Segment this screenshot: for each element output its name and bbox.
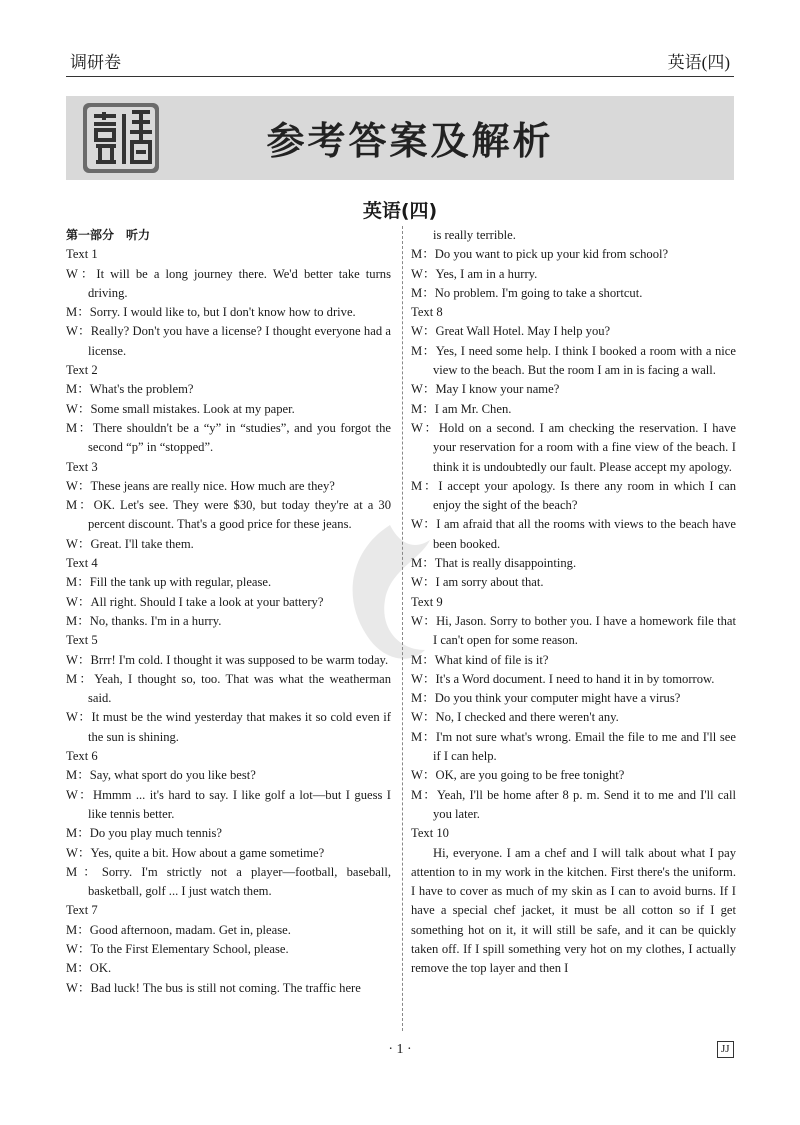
dialogue-line: W：To the First Elementary School, please. bbox=[66, 941, 289, 956]
dialogue-line: M：Fill the tank up with regular, please. bbox=[66, 575, 272, 590]
dialogue-line: M：Yeah, I thought so, too. That was what the weatherman said. bbox=[66, 671, 391, 706]
dialogue-line: W：I am sorry about that. bbox=[411, 575, 544, 590]
dialogue-line: M：OK. bbox=[66, 961, 112, 976]
dialogue-line: W：Great Wall Hotel. May I help you? bbox=[411, 324, 611, 339]
dialogue-line: M：I accept your apology. Is there any room in which I can enjoy the sight of the beach? bbox=[411, 478, 736, 513]
dialogue-line: W：It must be the wind yesterday that makes it so cold even if the sun is shining. bbox=[66, 710, 391, 744]
column-divider bbox=[402, 226, 403, 1031]
dialogue-line: M：Say, what sport do you like best? bbox=[66, 768, 256, 783]
text-label: Text 2 bbox=[66, 363, 98, 378]
dialogue-line: M：OK. Let's see. They were $30, but today they're at a 30 percent discount. That's a good price for these jeans. bbox=[66, 498, 391, 532]
text-label: Text 4 bbox=[66, 556, 98, 571]
text-label: Text 9 bbox=[411, 594, 443, 609]
left-column bbox=[66, 226, 391, 998]
dialogue-line: M：No, thanks. I'm in a hurry. bbox=[66, 613, 222, 628]
header-right: 英语(四) bbox=[667, 53, 730, 72]
text-label: Text 3 bbox=[66, 459, 98, 474]
dialogue-line: W：Yes, I am in a hurry. bbox=[411, 266, 538, 281]
dialogue-continuation: is really terrible. bbox=[433, 228, 516, 242]
dialogue-line: W：Some small mistakes. Look at my paper. bbox=[66, 401, 295, 416]
dialogue-line: M：Good afternoon, madam. Get in, please. bbox=[66, 922, 291, 937]
dialogue-line: W：Hold on a second. I am checking the reservation. I have your reservation for a room with a fine view of the beach. I think it is undoubtedly our fault. Please accept my apology. bbox=[411, 420, 736, 474]
dialogue-line: M：Do you want to pick up your kid from school? bbox=[411, 247, 669, 262]
dialogue-line: M：There shouldn't be a “y” in “studies”, and you forgot the second “p” in “stopped”. bbox=[66, 420, 391, 455]
dialogue-line: M：Sorry. I would like to, but I don't know how to drive. bbox=[66, 305, 356, 320]
dialogue-line: W：Hi, Jason. Sorry to bother you. I have a homework file that I can't open for some reason. bbox=[411, 613, 736, 648]
dialogue-line: W：It's a Word document. I need to hand it in by tomorrow. bbox=[411, 671, 715, 686]
edition-code: JJ bbox=[717, 1041, 734, 1058]
dialogue-line: M：What kind of file is it? bbox=[411, 652, 549, 667]
dialogue-line: M：That is really disappointing. bbox=[411, 556, 577, 571]
header-left: 调研卷 bbox=[70, 53, 121, 72]
text-label: Text 8 bbox=[411, 305, 443, 320]
dialogue-line: W：I am afraid that all the rooms with views to the beach have been booked. bbox=[411, 517, 736, 551]
dialogue-line: M：What's the problem? bbox=[66, 382, 194, 397]
dialogue-line: M：Yeah, I'll be home after 8 p. m. Send it to me and I'll call you later. bbox=[411, 787, 736, 821]
text-label: Text 10 bbox=[411, 826, 449, 841]
dialogue-line: W：OK, are you going to be free tonight? bbox=[411, 768, 625, 783]
text-label: Text 5 bbox=[66, 633, 98, 648]
dialogue-line: W：Hmmm ... it's hard to say. I like golf a lot—but I guess I like tennis better. bbox=[66, 787, 391, 821]
page-number: · 1 · bbox=[388, 1042, 412, 1057]
monologue-paragraph: Hi, everyone. I am a chef and I will talk about what I pay attention to in my work in the kitchen. First there's the uniform. I have to cover as much of my skin as I can to avoid burns. If I have a special chef jacket, it must be all cotton so if I get something hot on it, it will still be safe, and it can be quickly taken off. If I spill something very hot on my clothes, I actually remove the top layer and then I bbox=[411, 845, 736, 976]
banner-title: 参考答案及解析 bbox=[266, 119, 554, 163]
text-label: Text 1 bbox=[66, 247, 98, 262]
dialogue-line: M：No problem. I'm going to take a shortcut. bbox=[411, 285, 643, 300]
dialogue-line: W：May I know your name? bbox=[411, 382, 560, 397]
dialogue-line: M：Do you play much tennis? bbox=[66, 826, 223, 841]
title-banner bbox=[66, 96, 734, 180]
text-label: Text 6 bbox=[66, 749, 98, 764]
dialogue-line: W：Great. I'll take them. bbox=[66, 536, 194, 551]
dialogue-line: W：Yes, quite a bit. How about a game sometime? bbox=[66, 845, 325, 860]
dialogue-line: M：Do you think your computer might have a virus? bbox=[411, 691, 681, 706]
page-subtitle: 英语(四) bbox=[362, 200, 438, 222]
dialogue-line: W：Really? Don't you have a license? I thought everyone had a license. bbox=[66, 324, 391, 358]
dialogue-line: W：These jeans are really nice. How much are they? bbox=[66, 478, 335, 493]
dialogue-line: M：I'm not sure what's wrong. Email the file to me and I'll see if I can help. bbox=[411, 729, 736, 764]
dialogue-line: M：Yes, I need some help. I think I booked a room with a nice view to the beach. But the room I am in is facing a wall. bbox=[411, 343, 736, 378]
right-column bbox=[411, 226, 736, 979]
dialogue-line: W：Bad luck! The bus is still not coming. The traffic here bbox=[66, 980, 361, 995]
dialogue-line: W：No, I checked and there weren't any. bbox=[411, 710, 619, 725]
dialogue-line: M：I am Mr. Chen. bbox=[411, 401, 512, 416]
dialogue-line: M：Sorry. I'm strictly not a player—football, baseball, basketball, golf ... I just watch them. bbox=[66, 864, 391, 899]
section-heading: 第一部分 听力 bbox=[66, 228, 151, 242]
dialogue-line: W：Brrr! I'm cold. I thought it was supposed to be warm today. bbox=[66, 652, 389, 667]
dialogue-line: W：It will be a long journey there. We'd better take turns driving. bbox=[66, 266, 391, 300]
text-label: Text 7 bbox=[66, 903, 98, 918]
dialogue-line: W：All right. Should I take a look at your battery? bbox=[66, 594, 324, 609]
header-rule bbox=[66, 76, 734, 77]
